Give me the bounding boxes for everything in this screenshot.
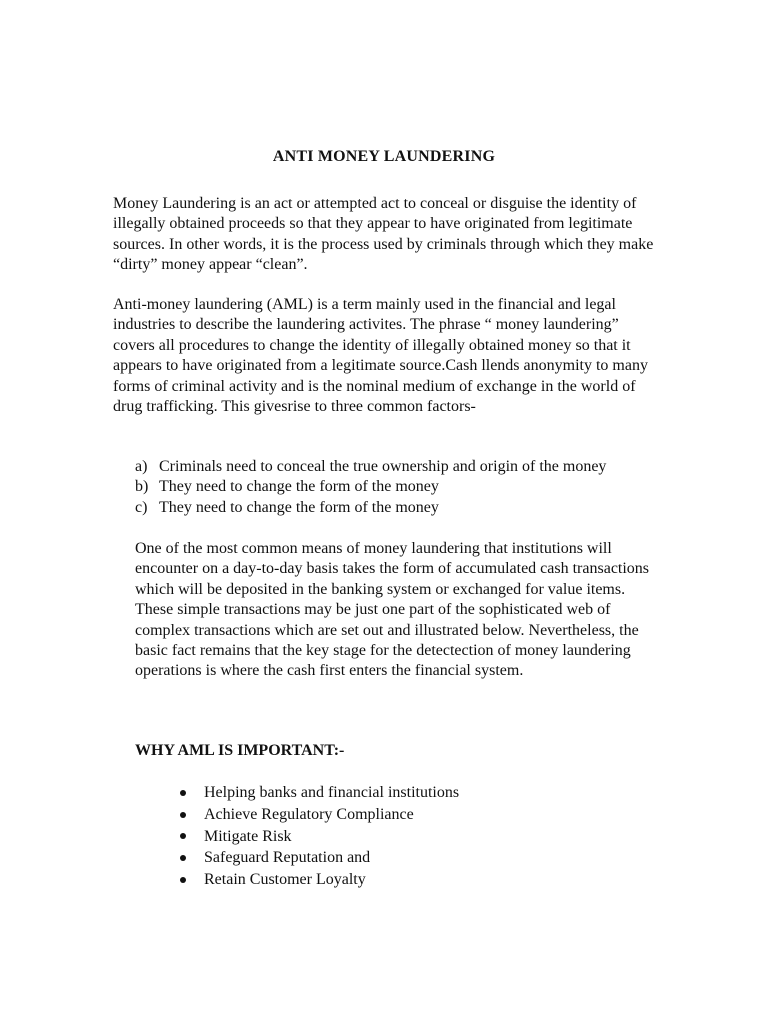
intro-paragraph: Money Laundering is an act or attempted act to conceal or disguise the identity of illegally obtained proceeds so that they appear to have originated from legitimate sources. In other words, it is the process used by criminals through which they make “dirty” money appear “clean”. [113, 195, 654, 274]
list-item [180, 869, 459, 891]
aml-definition-paragraph: Anti-money laundering (AML) is a term mainly used in the financial and legal industries to describe the laundering activites. The phrase “ money laundering” covers all procedures to change the identity of illegally obtained money so that it appears to have originated from a legitimate source.Cash llends anonymity to many forms of criminal activity and is the nominal medium of exchange in the world of drug trafficking. This givesrise to three common factors- [113, 296, 648, 416]
list-marker: a) [135, 458, 148, 475]
list-item-text: Helping banks and financial institutions [204, 784, 460, 801]
list-item [180, 782, 459, 804]
list-item-text: They need to change the form of the money [159, 498, 439, 516]
bullet-icon [180, 855, 186, 861]
bullet-icon [180, 833, 186, 839]
list-item-text: Retain Customer Loyalty [204, 871, 366, 889]
list-item-text: Safeguard Reputation and [204, 849, 371, 867]
why-aml-list [180, 782, 459, 891]
list-item [135, 477, 606, 497]
bullet-icon [180, 790, 186, 796]
list-item-text: Criminals need to conceal the true ownership and origin of the money [159, 458, 607, 475]
document-title: ANTI MONEY LAUNDERING [272, 148, 496, 165]
list-marker: c) [135, 498, 148, 516]
list-item-text: Mitigate Risk [204, 827, 292, 845]
list-item [180, 804, 459, 826]
list-item [135, 498, 606, 518]
why-aml-heading-suffix: :- [333, 742, 345, 759]
common-means-paragraph: One of the most common means of money laundering that institutions will encounter on a day-to-day basis takes the form of accumulated cash transactions which will be deposited in the banking system or exchanged for value items. These simple transactions may be just one part of the sophisticated web of complex transactions which are set out and illustrated below. Nevertheless, the basic fact remains that the key stage for the detectection of money laundering operations is where the cash first enters the financial system. [135, 540, 650, 680]
list-marker: b) [135, 478, 149, 496]
list-item [180, 826, 459, 848]
bullet-icon [180, 812, 186, 818]
list-item-text: Achieve Regulatory Compliance [204, 805, 414, 823]
bullet-icon [180, 877, 186, 883]
why-aml-heading-text: WHY AML IS IMPORTANT [135, 742, 334, 759]
list-item-text: They need to change the form of the money [159, 478, 439, 496]
why-aml-heading [135, 741, 344, 761]
factors-list [135, 457, 606, 518]
list-item [180, 847, 459, 869]
list-item [135, 457, 606, 477]
